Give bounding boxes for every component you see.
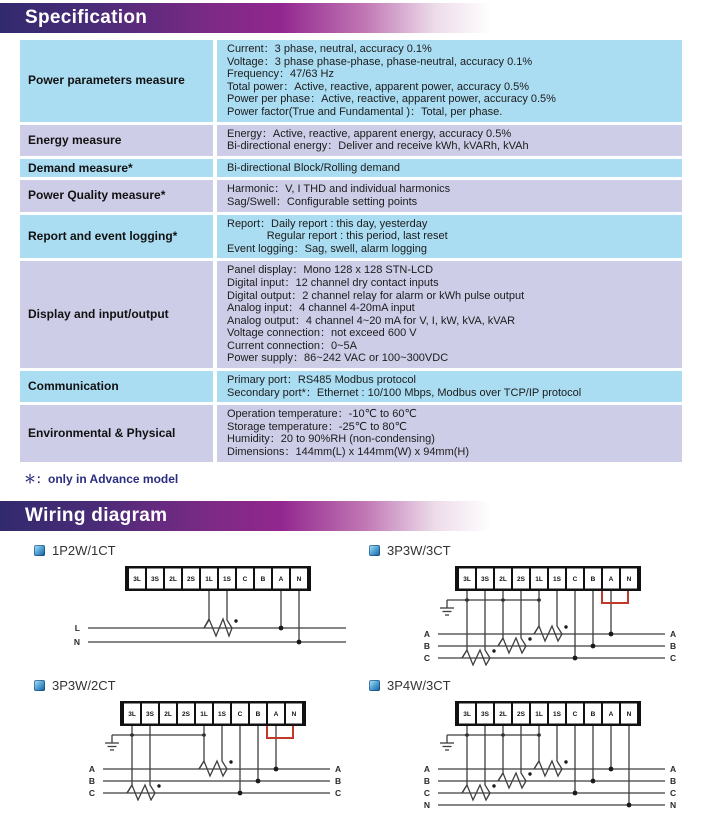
- diagram-title-label: 3P3W/3CT: [387, 542, 451, 558]
- specification-header: [0, 3, 702, 33]
- phase-lines: [424, 764, 676, 810]
- spec-row-label: Communication: [20, 371, 213, 402]
- junction-dot: [256, 778, 261, 783]
- svg-text:B: B: [670, 640, 677, 651]
- svg-text:N: N: [291, 710, 297, 718]
- svg-text:N: N: [73, 636, 80, 647]
- spec-line: Bi-directional Block/Rolling demand: [227, 161, 401, 174]
- svg-text:1L: 1L: [535, 710, 543, 718]
- ground-icon: [440, 735, 454, 750]
- svg-text:2L: 2L: [499, 710, 507, 718]
- spec-line: Digital input：12 channel dry contact inputs: [227, 276, 439, 289]
- ground-icon: [440, 600, 454, 615]
- spec-line: Dimensions：144mm(L) x 144mm(W) x 94mm(H): [227, 446, 470, 459]
- polarity-dot: [528, 637, 531, 640]
- svg-text:A: A: [670, 763, 677, 774]
- cube-bullet-icon: [34, 545, 45, 556]
- diagram-3p3w-3ct: [363, 539, 698, 666]
- spec-row-communication: [20, 371, 682, 402]
- wiring-header: [0, 501, 702, 531]
- svg-text:A: A: [423, 628, 430, 639]
- svg-text:N: N: [626, 575, 632, 583]
- polarity-dot: [564, 625, 567, 628]
- svg-text:C: C: [572, 710, 578, 718]
- spec-line: Digital output：2 channel relay for alarm or kWh pulse output: [227, 289, 525, 302]
- wiring-diagram-svg-1p2w: [28, 564, 363, 656]
- junction-dot: [609, 631, 614, 636]
- svg-text:1S: 1S: [553, 575, 561, 583]
- svg-text:3L: 3L: [133, 575, 141, 583]
- phase-lines: [424, 629, 676, 663]
- junction-dot: [609, 766, 614, 771]
- spec-line: Storage temperature：-25℃ to 80℃: [227, 420, 408, 433]
- junction-dot: [573, 790, 578, 795]
- svg-text:A: A: [670, 628, 677, 639]
- ground-icon: [105, 735, 119, 750]
- spec-row-label: Report and event logging*: [20, 215, 213, 259]
- svg-text:C: C: [242, 575, 248, 583]
- diagram-3p4w-3ct: [363, 674, 698, 813]
- spec-line: Operation temperature：-10℃ to 60℃: [227, 408, 417, 421]
- svg-text:1L: 1L: [205, 575, 213, 583]
- spec-line: Total power：Active, reactive, apparent power, accuracy 0.5%: [227, 80, 530, 93]
- spec-row-display-io: [20, 261, 682, 368]
- polarity-dot: [492, 649, 495, 652]
- spec-row-demand-measure: [20, 159, 682, 178]
- spec-line: Report：Daily report : this day, yesterday: [227, 217, 428, 230]
- spec-line: Event logging：Sag, swell, alarm logging: [227, 242, 427, 255]
- terminal-strip: [125, 566, 311, 591]
- svg-text:2S: 2S: [517, 575, 525, 583]
- svg-text:2L: 2L: [164, 710, 172, 718]
- svg-text:B: B: [423, 640, 430, 651]
- spec-line: Regular report : this period, last reset: [227, 230, 448, 243]
- ground-bus: [105, 733, 206, 750]
- spec-line: Energy：Active, reactive, apparent energy, accuracy 0.5%: [227, 127, 512, 140]
- spec-line: Secondary port*：Ethernet : 10/100 Mbps, Modbus over TCP/IP protocol: [227, 386, 582, 399]
- junction-dot: [274, 766, 279, 771]
- svg-text:A: A: [273, 710, 279, 718]
- spec-row-environmental: [20, 405, 682, 461]
- advance-model-footnote: ＊：only in Advance model: [24, 471, 179, 486]
- svg-text:3S: 3S: [481, 710, 489, 718]
- svg-text:N: N: [296, 575, 302, 583]
- svg-text:B: B: [590, 575, 596, 583]
- spec-line: Voltage connection：not exceed 600 V: [227, 327, 417, 340]
- svg-text:1S: 1S: [218, 710, 226, 718]
- svg-text:N: N: [670, 799, 677, 810]
- polarity-dot: [229, 760, 232, 763]
- svg-text:B: B: [260, 575, 266, 583]
- svg-text:3S: 3S: [151, 575, 159, 583]
- spec-line: Power factor(True and Fundamental )：Total, per phase.: [227, 105, 503, 118]
- diagram-title: [369, 678, 698, 693]
- diagram-title-label: 3P3W/2CT: [52, 677, 116, 693]
- svg-text:3S: 3S: [146, 710, 154, 718]
- ct-coil-phase-c: [462, 591, 496, 665]
- cube-bullet-icon: [369, 680, 380, 691]
- voltage-taps: [573, 726, 632, 807]
- spec-row-label: Environmental & Physical: [20, 405, 213, 461]
- svg-text:B: B: [670, 775, 677, 786]
- spec-line: Power supply：86~242 VAC or 100~300VDC: [227, 352, 449, 365]
- svg-text:C: C: [88, 787, 95, 798]
- diagram-title: [34, 678, 363, 693]
- specification-table: [20, 40, 682, 462]
- svg-text:2L: 2L: [169, 575, 177, 583]
- spec-row-label: Demand measure*: [20, 159, 213, 178]
- spec-line: Frequency：47/63 Hz: [227, 68, 334, 81]
- ct-coil-phase-c: [462, 726, 496, 800]
- svg-text:B: B: [255, 710, 261, 718]
- spec-line: Power per phase：Active, reactive, apparent power, accuracy 0.5%: [227, 93, 556, 106]
- junction-dot: [279, 625, 284, 630]
- svg-text:C: C: [423, 787, 430, 798]
- red-jumper: [267, 726, 293, 738]
- voltage-taps: [279, 591, 302, 644]
- svg-text:1S: 1S: [553, 710, 561, 718]
- ground-bus: [440, 598, 541, 615]
- spec-row-label: Display and input/output: [20, 261, 213, 368]
- diagram-1p2w-1ct: [28, 539, 363, 666]
- specification-title: Specification: [25, 7, 148, 28]
- svg-text:A: A: [88, 763, 95, 774]
- svg-text:1L: 1L: [200, 710, 208, 718]
- svg-text:N: N: [626, 710, 632, 718]
- svg-text:C: C: [670, 787, 677, 798]
- terminal-strip: [120, 701, 306, 726]
- wiring-diagram-svg-3p3w3ct: [363, 564, 698, 666]
- svg-text:2S: 2S: [187, 575, 195, 583]
- wiring-diagram-svg-3p4w3ct: [363, 699, 698, 813]
- junction-dot: [573, 655, 578, 660]
- spec-row-value: [217, 261, 682, 368]
- diagram-title: [369, 543, 698, 558]
- ct-coil-phase-c: [127, 726, 161, 800]
- svg-text:B: B: [88, 775, 95, 786]
- svg-text:C: C: [572, 575, 578, 583]
- spec-row-label: Power Quality measure*: [20, 180, 213, 211]
- svg-text:C: C: [670, 652, 677, 663]
- svg-text:C: C: [335, 787, 342, 798]
- wiring-diagram-svg-3p3w2ct: [28, 699, 363, 801]
- spec-row-report-logging: [20, 215, 682, 259]
- spec-row-value: [217, 159, 682, 178]
- spec-line: Voltage：3 phase phase-phase, phase-neutral, accuracy 0.1%: [227, 55, 533, 68]
- polarity-dot: [234, 619, 237, 622]
- svg-text:N: N: [423, 799, 430, 810]
- svg-text:A: A: [278, 575, 284, 583]
- svg-text:2S: 2S: [517, 710, 525, 718]
- svg-text:3S: 3S: [481, 575, 489, 583]
- spec-line: Current connection：0~5A: [227, 339, 357, 352]
- spec-line: Panel display：Mono 128 x 128 STN-LCD: [227, 264, 434, 277]
- svg-text:C: C: [237, 710, 243, 718]
- junction-dot: [297, 639, 302, 644]
- spec-row-value: [217, 180, 682, 211]
- spec-row-value: [217, 371, 682, 402]
- spec-row-value: [217, 405, 682, 461]
- svg-text:2S: 2S: [182, 710, 190, 718]
- svg-text:3L: 3L: [128, 710, 136, 718]
- svg-text:3L: 3L: [463, 710, 471, 718]
- svg-text:A: A: [608, 575, 614, 583]
- polarity-dot: [564, 760, 567, 763]
- terminal-strip: [455, 566, 641, 591]
- spec-row-value: [217, 125, 682, 156]
- polarity-dot: [492, 784, 495, 787]
- spec-line: Harmonic：V, I THD and individual harmonics: [227, 183, 451, 196]
- junction-dot: [627, 802, 632, 807]
- svg-text:L: L: [74, 622, 80, 633]
- spec-line: Current：3 phase, neutral, accuracy 0.1%: [227, 43, 432, 55]
- spec-line: Analog output：4 channel 4~20 mA for V, I, kW, kVA, kVAR: [227, 314, 516, 327]
- phase-lines: [89, 764, 341, 798]
- svg-text:A: A: [335, 763, 342, 774]
- diagram-title: [34, 543, 363, 558]
- svg-text:2L: 2L: [499, 575, 507, 583]
- cube-bullet-icon: [369, 545, 380, 556]
- voltage-taps: [573, 591, 614, 660]
- phase-lines: [74, 623, 346, 647]
- junction-dot: [591, 778, 596, 783]
- wiring-title: Wiring diagram: [25, 504, 168, 526]
- spec-line: Humidity：20 to 90%RH (non-condensing): [227, 433, 435, 446]
- junction-dot: [591, 643, 596, 648]
- cube-bullet-icon: [34, 680, 45, 691]
- svg-text:1L: 1L: [535, 575, 543, 583]
- terminal-strip: [455, 701, 641, 726]
- svg-text:B: B: [335, 775, 342, 786]
- spec-row-value: [217, 215, 682, 259]
- red-jumper: [602, 591, 628, 603]
- spec-row-power-quality: [20, 180, 682, 211]
- polarity-dot: [528, 772, 531, 775]
- svg-text:A: A: [608, 710, 614, 718]
- junction-dot: [238, 790, 243, 795]
- wiring-diagram-grid: [0, 531, 702, 813]
- spec-line: Analog input：4 channel 4-20mA input: [227, 302, 415, 315]
- spec-line: Sag/Swell：Configurable setting points: [227, 195, 418, 208]
- svg-text:C: C: [423, 652, 430, 663]
- diagram-3p3w-2ct: [28, 674, 363, 813]
- svg-text:B: B: [590, 710, 596, 718]
- spec-row-value: [217, 40, 682, 122]
- spec-row-label: Energy measure: [20, 125, 213, 156]
- ground-bus: [440, 733, 541, 750]
- voltage-taps: [238, 726, 279, 795]
- diagram-title-label: 3P4W/3CT: [387, 677, 451, 693]
- svg-text:A: A: [423, 763, 430, 774]
- spec-row-label: Power parameters measure: [20, 40, 213, 122]
- spec-line: Primary port：RS485 Modbus protocol: [227, 374, 416, 387]
- ct-coil-1: [204, 591, 238, 636]
- polarity-dot: [157, 784, 160, 787]
- spec-row-energy-measure: [20, 125, 682, 156]
- spec-line: Bi-directional energy：Deliver and receive kWh, kVARh, kVAh: [227, 140, 529, 153]
- spec-row-power-parameters: [20, 40, 682, 122]
- diagram-title-label: 1P2W/1CT: [52, 542, 116, 558]
- svg-text:1S: 1S: [223, 575, 231, 583]
- svg-text:3L: 3L: [463, 575, 471, 583]
- svg-text:B: B: [423, 775, 430, 786]
